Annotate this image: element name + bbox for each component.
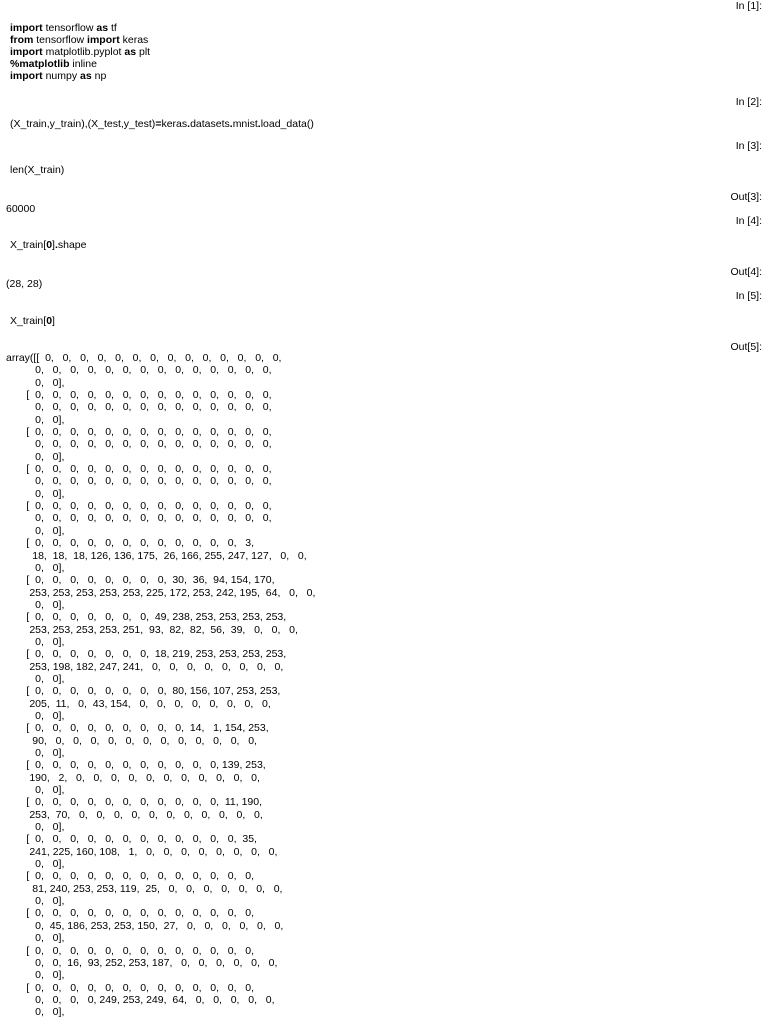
array-output-line: 0, 0], (6, 376, 65, 389)
array-output-line: 0, 0], (6, 413, 65, 426)
array-output-line: [ 0, 0, 0, 0, 0, 0, 0, 0, 0, 0, 0, 11, 190, (6, 796, 263, 809)
code-line (10, 22, 150, 34)
code-line (10, 239, 86, 251)
code-line (10, 118, 314, 130)
code-line (10, 315, 55, 327)
array-output-line: [ 0, 0, 0, 0, 0, 0, 0, 0, 0, 0, 0, 0, 0, (6, 870, 255, 883)
array-output-line: 0, 0], (6, 858, 65, 871)
array-output-line: [ 0, 0, 0, 0, 0, 0, 0, 0, 0, 0, 0, 0, 0, (6, 944, 255, 957)
code-keyword: import (10, 22, 43, 34)
code-keyword: . (257, 118, 261, 130)
array-output-line: [ 0, 0, 0, 0, 0, 0, 0, 0, 0, 0, 0, 0, 0, 0, (6, 389, 272, 402)
code-keyword: . (187, 118, 191, 130)
array-output-line: 0, 0], (6, 747, 65, 759)
array-output-line: 0, 0, 16, 93, 252, 253, 187, 0, 0, 0, 0, 0, 0, (6, 956, 278, 969)
code-line (10, 58, 150, 70)
out-prompt-4: Out[4]: (730, 266, 762, 278)
code-keyword: 0 (46, 239, 53, 251)
out-prompt-5: Out[5]: (730, 341, 762, 353)
code-text: mnist (232, 118, 258, 130)
code-keyword: 0 (46, 315, 53, 327)
array-output-line: [ 0, 0, 0, 0, 0, 0, 0, 0, 0, 14, 1, 154, 253, (6, 722, 269, 735)
array-output-line: [ 0, 0, 0, 0, 0, 0, 0, 0, 0, 0, 0, 0, 0, (6, 907, 255, 920)
array-output-line: [ 0, 0, 0, 0, 0, 0, 0, 0, 0, 0, 0, 0, 35, (6, 833, 257, 846)
code-line (10, 34, 150, 46)
code-keyword: = (155, 118, 162, 130)
array-output-line: 0, 0], (6, 969, 65, 982)
array-output-line: 0, 0, 0, 0, 0, 0, 0, 0, 0, 0, 0, 0, 0, 0, (6, 475, 272, 488)
array-output-line: 0, 0, 0, 0, 0, 0, 0, 0, 0, 0, 0, 0, 0, 0, (6, 512, 272, 525)
array-output-line: 0, 0, 0, 0, 249, 253, 249, 64, 0, 0, 0, 0, 0, (6, 993, 275, 1006)
array-output-line: 0, 0], (6, 524, 65, 537)
code-keyword: from (10, 34, 34, 46)
array-output-line: [ 0, 0, 0, 0, 0, 0, 0, 0, 0, 0, 0, 0, 0, 0, (6, 463, 272, 476)
code-keyword: import (10, 70, 43, 82)
array-output-line: 0, 45, 186, 253, 253, 150, 27, 0, 0, 0, 0, 0, 0, (6, 919, 284, 932)
array-output-line: 0, 0], (6, 635, 65, 648)
code-keyword: as (124, 46, 137, 58)
out-prompt-3: Out[3]: (730, 191, 762, 203)
code-line (10, 164, 64, 176)
array-output-line: array([[ 0, 0, 0, 0, 0, 0, 0, 0, 0, 0, 0, 0, 0, 0, (6, 352, 282, 364)
array-output-line: 0, 0, 0, 0, 0, 0, 0, 0, 0, 0, 0, 0, 0, 0, (6, 401, 272, 414)
code-line (10, 46, 150, 58)
code-keyword: import (87, 34, 120, 46)
code-text: (X_train,y_train),(X_test,y_test) (10, 118, 156, 130)
code-text: shape (57, 239, 87, 251)
array-output-line: 253, 198, 182, 247, 241, 0, 0, 0, 0, 0, 0, 0, 0, (6, 660, 284, 673)
code-text: np (91, 70, 107, 82)
array-output-line: 0, 0], (6, 709, 65, 722)
code-text: tensorflow (33, 34, 88, 46)
array-output-line: 0, 0], (6, 450, 65, 463)
code-cell-5[interactable] (10, 315, 55, 327)
array-output-line: 253, 253, 253, 253, 253, 225, 172, 253, 242, 195, 64, 0, 0, (6, 586, 316, 599)
code-text: ] (52, 239, 55, 251)
code-keyword: . (54, 239, 58, 251)
code-keyword: %matplotlib (10, 58, 70, 70)
array-output-line: 0, 0], (6, 561, 65, 574)
array-output-line: 0, 0, 0, 0, 0, 0, 0, 0, 0, 0, 0, 0, 0, 0, (6, 364, 272, 377)
array-output-line: 90, 0, 0, 0, 0, 0, 0, 0, 0, 0, 0, 0, 0, (6, 734, 257, 747)
code-keyword: as (96, 22, 109, 34)
array-output-line: 0, 0], (6, 784, 65, 797)
array-output-line: [ 0, 0, 0, 0, 0, 0, 0, 0, 0, 0, 0, 0, 0, (6, 981, 255, 994)
array-output-line: [ 0, 0, 0, 0, 0, 0, 0, 0, 0, 0, 0, 0, 0, 0, (6, 426, 272, 439)
array-output-line: [ 0, 0, 0, 0, 0, 0, 0, 0, 80, 156, 107, 253, 253, (6, 685, 281, 698)
in-prompt-3: In [3]: (735, 140, 762, 152)
code-keyword: as (80, 70, 92, 82)
code-text: ] (52, 315, 55, 327)
array-output-line: 205, 11, 0, 43, 154, 0, 0, 0, 0, 0, 0, 0, 0, (6, 697, 271, 710)
array-output-line: [ 0, 0, 0, 0, 0, 0, 0, 0, 0, 0, 0, 0, 3, (6, 537, 255, 550)
code-text: tf (108, 22, 117, 34)
code-cell-2[interactable] (10, 118, 314, 130)
code-line (10, 70, 150, 82)
array-output-line: 190, 2, 0, 0, 0, 0, 0, 0, 0, 0, 0, 0, 0, (6, 771, 260, 784)
code-text: X_train[ (10, 315, 47, 327)
array-output-line: 253, 253, 253, 253, 251, 93, 82, 82, 56, 39, 0, 0, 0, (6, 623, 298, 636)
array-output-line: 241, 225, 160, 108, 1, 0, 0, 0, 0, 0, 0, 0, 0, (6, 845, 278, 858)
array-output-line: 18, 18, 18, 126, 136, 175, 26, 166, 255, 247, 127, 0, 0, (6, 549, 307, 562)
code-text: keras (161, 118, 188, 130)
output-cell-5-array (6, 352, 315, 1019)
code-text: plt (136, 46, 151, 58)
code-text: numpy (42, 70, 81, 82)
code-text: datasets (190, 118, 230, 130)
array-output-line: 0, 0, 0, 0, 0, 0, 0, 0, 0, 0, 0, 0, 0, 0, (6, 438, 272, 451)
code-keyword: import (10, 46, 43, 58)
output-cell-4: (28, 28) (6, 278, 43, 290)
array-output-line: [ 0, 0, 0, 0, 0, 0, 0, 0, 30, 36, 94, 154, 170, (6, 574, 275, 587)
code-cell-4[interactable] (10, 239, 86, 251)
array-output-line: 0, 0], (6, 598, 65, 611)
code-text: inline (69, 58, 97, 70)
array-output-line: 0, 0], (6, 487, 65, 500)
code-text: keras (119, 34, 149, 46)
array-output-line: [ 0, 0, 0, 0, 0, 0, 0, 0, 0, 0, 0, 139, 253, (6, 759, 266, 772)
code-text: matplotlib.pyplot (42, 46, 125, 58)
code-keyword: . (229, 118, 233, 130)
output-cell-3: 60000 (6, 203, 36, 215)
in-prompt-4: In [4]: (735, 215, 762, 227)
array-output-line: [ 0, 0, 0, 0, 0, 0, 0, 49, 238, 253, 253, 253, 253, (6, 611, 287, 624)
code-text: tensorflow (42, 22, 97, 34)
code-cell-1[interactable] (10, 22, 150, 82)
code-text: load_data() (260, 118, 314, 130)
code-text: X_train[ (10, 239, 47, 251)
array-output-line: 0, 0], (6, 932, 65, 945)
in-prompt-5: In [5]: (735, 290, 762, 302)
code-cell-3[interactable] (10, 164, 64, 176)
array-output-line: 81, 240, 253, 253, 119, 25, 0, 0, 0, 0, 0, 0, 0, (6, 882, 283, 895)
in-prompt-2: In [2]: (735, 96, 762, 108)
array-output-line: [ 0, 0, 0, 0, 0, 0, 0, 18, 219, 253, 253, 253, 253, (6, 648, 287, 661)
array-output-line: 253, 70, 0, 0, 0, 0, 0, 0, 0, 0, 0, 0, 0, (6, 808, 263, 821)
code-text: len(X_train) (10, 164, 65, 176)
array-output-line: 0, 0], (6, 1006, 65, 1019)
in-prompt-1: In [1]: (735, 0, 762, 12)
array-output-line: [ 0, 0, 0, 0, 0, 0, 0, 0, 0, 0, 0, 0, 0, 0, (6, 500, 272, 513)
array-output-line: 0, 0], (6, 895, 65, 908)
array-output-line: 0, 0], (6, 672, 65, 685)
array-output-line: 0, 0], (6, 821, 65, 834)
